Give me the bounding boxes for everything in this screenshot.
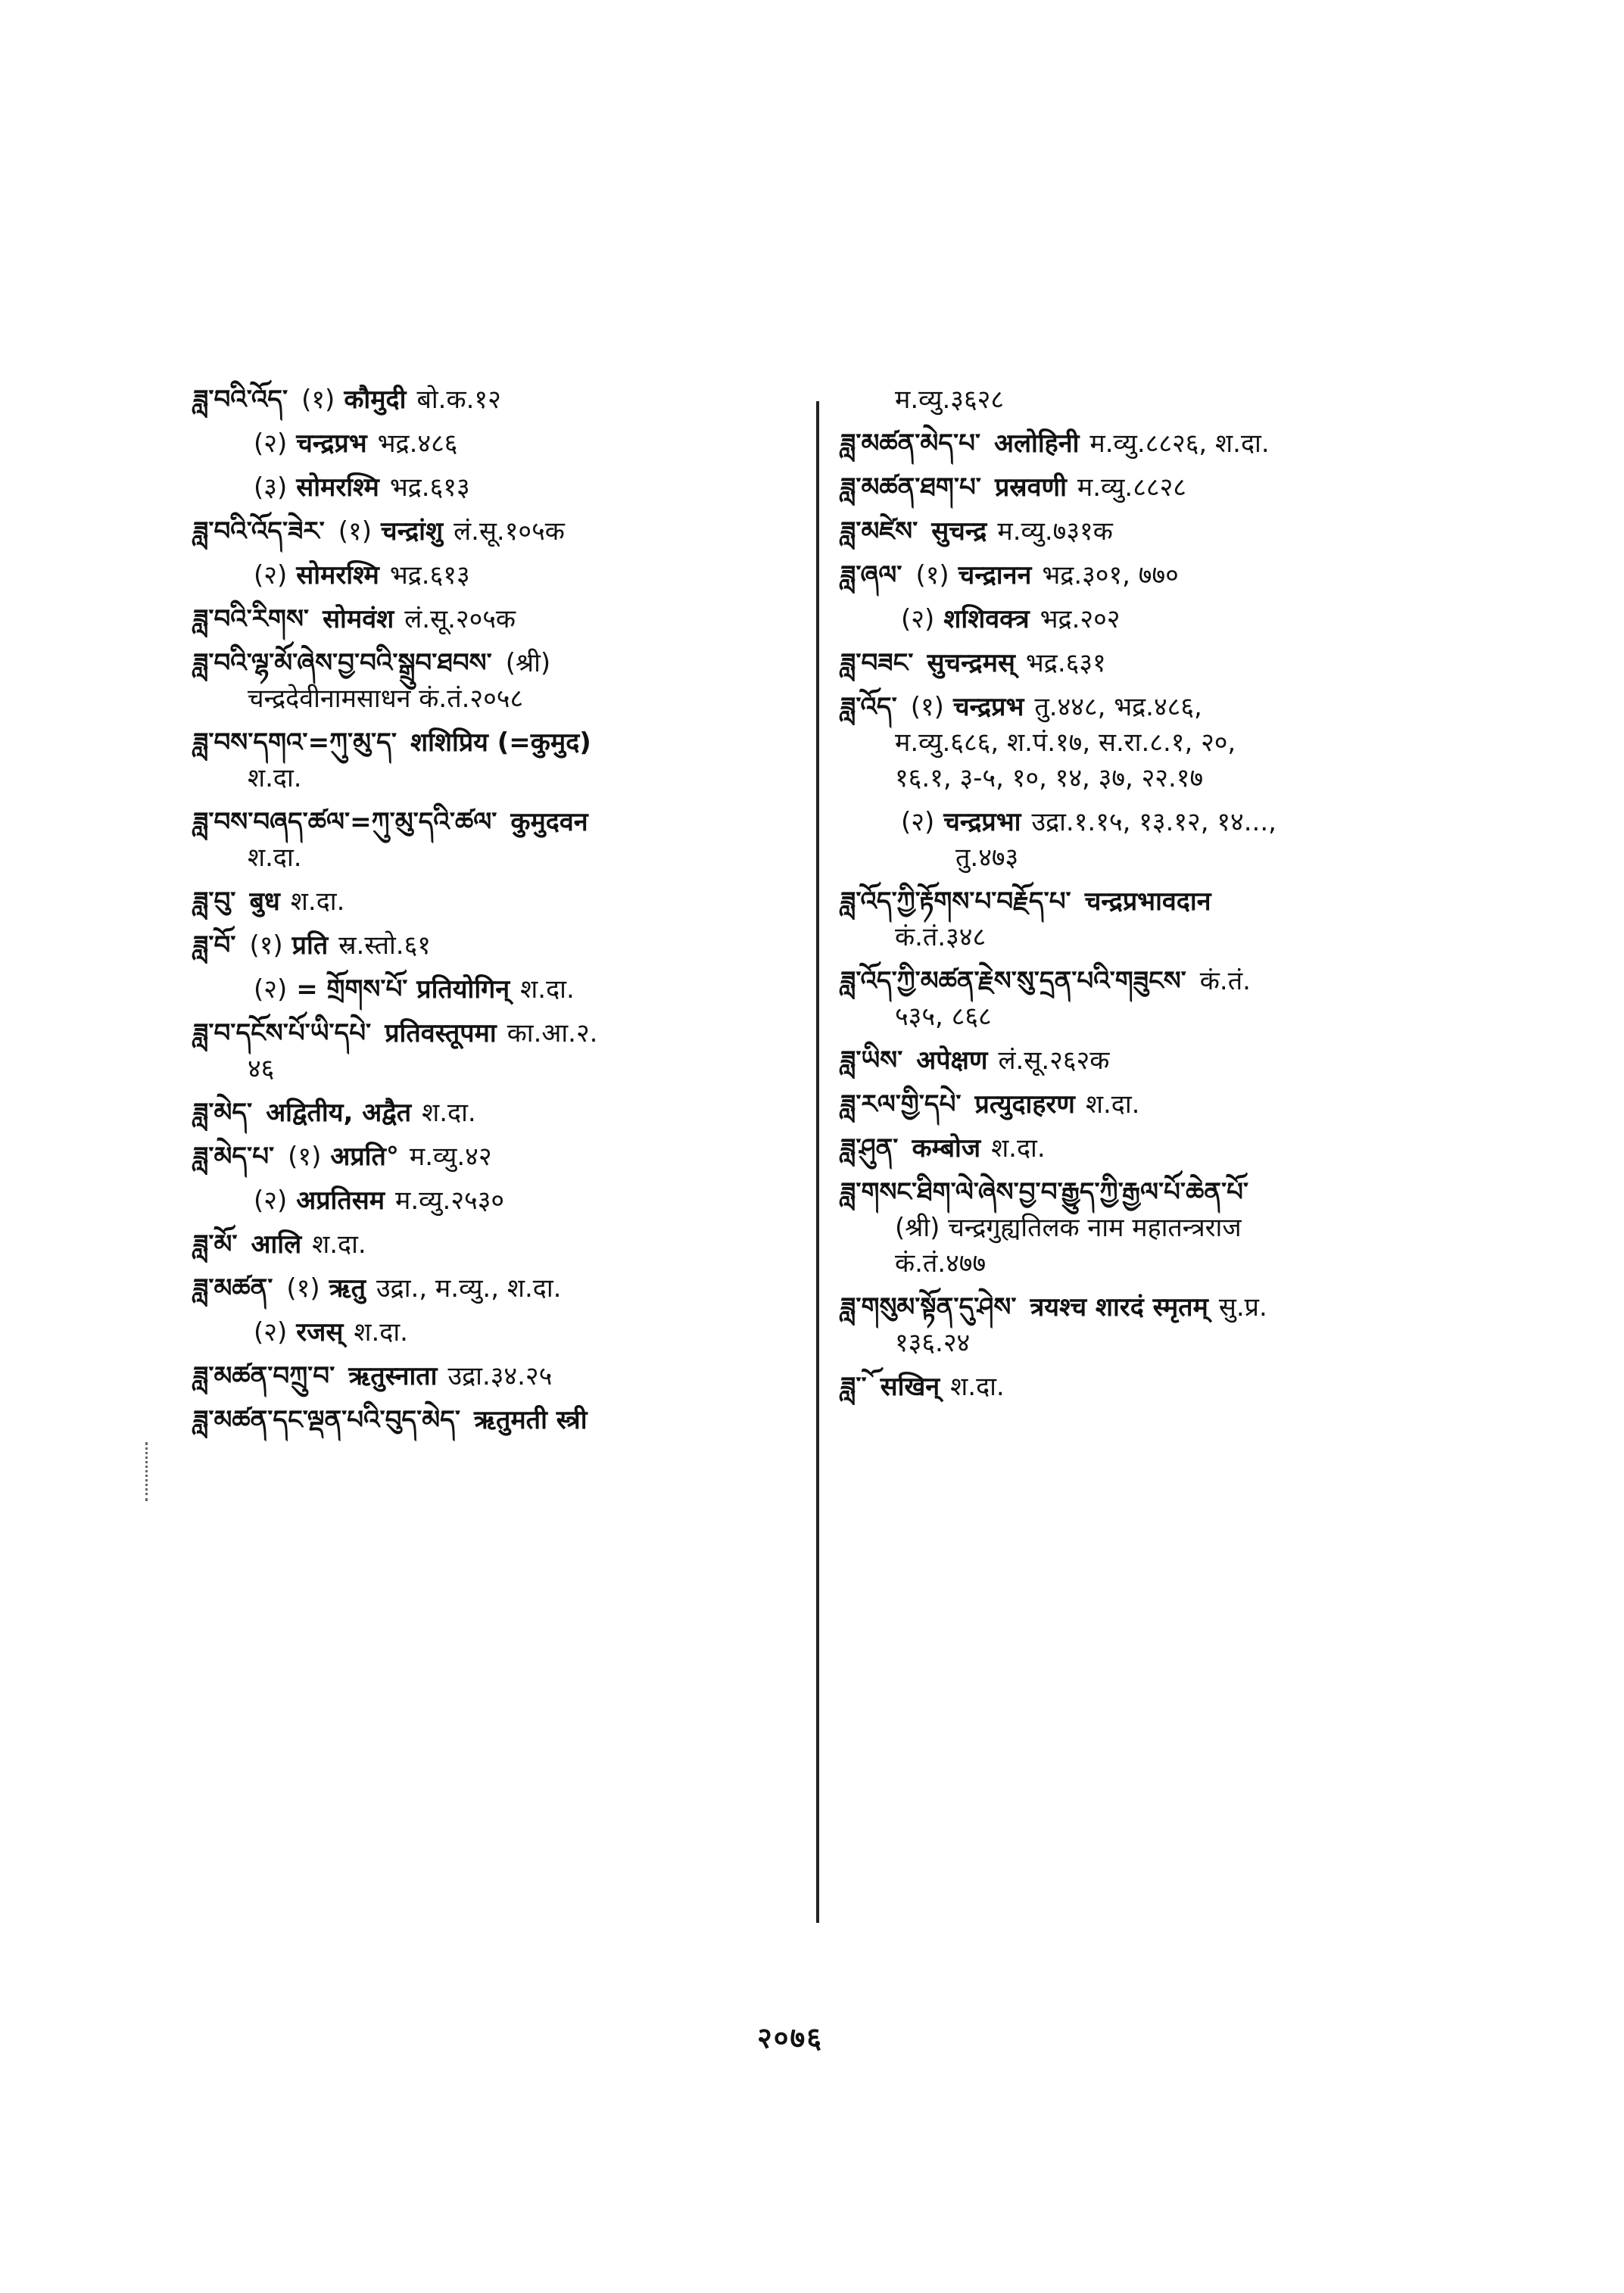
reference: भद्र.६१३ [389,560,470,590]
left-column [193,382,799,1447]
sense-number: (३) [254,472,288,503]
sanskrit-equivalent: ऋतु [329,1273,366,1304]
reference: लं.सू.१०५क [454,516,565,547]
reference: म.व्यु.८८२८ [1077,472,1186,503]
sense-number: (१) [249,930,283,961]
dictionary-entry [840,646,1461,681]
dictionary-entry [840,382,1461,418]
sanskrit-equivalent: सोमरश्मि [296,560,379,590]
continuation-line: १६.१, ३-५, १०, १४, ३७, २२.१७ [895,763,1204,793]
dictionary-entry [840,470,1461,506]
tibetan-headword: ཟླ་མོ་ [193,1229,238,1260]
sense-number: (२) [254,560,288,590]
tibetan-headword: ཟླ་མེད་པ་ [193,1142,275,1172]
continuation-line: ४६ [248,1054,275,1084]
continuation-line: ५३५, ८६८ [895,1002,992,1032]
tibetan-headword: ཟླ་གསང་ཐིག་ལེ་ཞེས་བྱ་བ་རྒྱུད་ཀྱི་རྒྱལ་པོ་ཆེན་པོ་ [840,1177,1249,1207]
tibetan-headword: ཟླ་འོད་ཀྱི་རྟོགས་པ་བརྗོད་པ་ [840,886,1071,917]
sanskrit-equivalent: चन्द्रप्रभ [296,428,367,459]
sanskrit-equivalent: शशिवक्त्र [943,604,1030,634]
sanskrit-equivalent: = གྲོགས་པོ་ प्रतियोगिन् [296,974,510,1005]
dictionary-entry [193,1095,799,1131]
dictionary-subentry [840,602,1461,637]
reference: म.व्यु.८८२६, श.दा. [1089,428,1270,459]
dictionary-entry [193,1139,799,1175]
reference: म.व्यु.७३१क [997,516,1113,547]
sense-number: (२) [901,807,935,837]
reference: श.दा. [991,1133,1046,1164]
dictionary-entry [193,514,799,550]
tibetan-headword: ཟླ་བའི་འོད་ཟེར་ [193,516,325,547]
sense-number: (१) [288,1142,322,1172]
tibetan-headword: ཟླ་རལ་གྱི་དཔེ་ [840,1089,962,1120]
sanskrit-equivalent: अलोहिनी [994,428,1080,459]
continuation-line: तु.४७३ [955,843,1019,873]
continuation-line: (श्री) चन्द्रगुह्यतिलक नाम महातन्त्रराज [895,1213,1242,1243]
reference: श.दा. [1085,1089,1140,1120]
sense-number: (१) [286,1273,320,1304]
right-column [840,382,1461,1413]
dictionary-entry [840,558,1461,594]
tibetan-headword: ཟླ་བུ་ [193,886,236,917]
tibetan-headword: ཟླ་མཚན་དང་ལྡན་པའི་བུད་མེད་ [193,1405,460,1435]
sanskrit-equivalent: प्रस्रवणी [994,472,1067,503]
sanskrit-equivalent: सखिन् [880,1372,940,1402]
tibetan-headword: ཟླ་ཡིས་ [840,1045,903,1076]
margin-mark [145,1442,150,1501]
tibetan-headword: ཟླ་མཚན་མེད་པ་ [840,428,981,459]
reference: सु.प्र. [1218,1292,1267,1323]
sanskrit-equivalent: कुमुदवन [510,807,588,837]
dictionary-entry [193,928,799,964]
reference: म.व्यु.४२ [409,1142,492,1172]
sanskrit-equivalent: ऋतुस्नाता [348,1361,438,1391]
dictionary-entry [840,1087,1461,1123]
reference: भद्र.२०२ [1040,604,1121,634]
tibetan-headword: ཟླ་མཚན་ [193,1273,273,1304]
reference: भद्र.६३१ [1025,648,1106,678]
sanskrit-equivalent: अप्रतिसम [296,1185,385,1216]
tibetan-headword: ཟླ་འོད་ [840,692,897,722]
reference: लं.सू.२६२क [998,1045,1110,1076]
continuation-line: कं.तं.४७७ [895,1248,987,1279]
reference: श.दा. [520,974,575,1005]
sense-number: (२) [254,974,288,1005]
tibetan-headword: ཟླ་གསུམ་སྟོན་དུ་ཤེས་ [840,1292,1017,1323]
sanskrit-equivalent: कौमुदी [344,385,407,415]
dictionary-entry [193,1359,799,1394]
reference: का.आ.२. [507,1018,598,1048]
dictionary-entry [193,1271,799,1307]
reference: उद्रा., म.व्यु., श.दा. [376,1273,562,1304]
tibetan-headword: ཟླ་བའི་ལྷ་མོ་ཞེས་བྱ་བའི་སྒྲུབ་ཐབས་ [193,648,492,678]
tibetan-headword: ཟླ་བས་བཞད་ཚལ་=ཀུ་མུ་དའི་ཚལ་ [193,807,497,837]
sanskrit-equivalent: आलि [251,1229,302,1260]
reference: लं.सू.२०५क [404,604,516,634]
dictionary-entry [193,1403,799,1438]
reference: म.व्यु.३६२८ [895,385,1005,415]
reference: उद्रा.१.१५, १३.१२, १४..., [1031,807,1276,837]
dictionary-entry [193,646,799,717]
column-divider [816,401,819,1923]
tibetan-headword: ཟླ་བ་དངོས་པོ་ཡི་དཔེ་ [193,1018,372,1048]
dictionary-entry [840,1175,1461,1282]
tibetan-headword: ཟླ་འོད་ཀྱི་མཚན་རྗེས་སུ་དྲན་པའི་གཟུངས་ [840,966,1186,996]
tibetan-headword: ཟླ་ོ་ [840,1372,867,1402]
sense-number: (१) [915,560,949,590]
sense-number: (१) [338,516,372,547]
dictionary-entry [840,884,1461,955]
sense-number: (१) [910,692,944,722]
sanskrit-equivalent: अद्वितीय, अद्वैत [266,1098,412,1128]
sanskrit-equivalent: सोमरश्मि [296,472,379,503]
tibetan-headword: ཟླ་ཤུན་ [840,1133,899,1164]
sanskrit-equivalent: शशिप्रिय (=कुमुद) [410,727,591,758]
reference: तु.४४८, भद्र.४८६, [1034,692,1202,722]
tibetan-headword: ཟླ་བཟང་ [840,648,914,678]
reference: श.दा. [290,886,345,917]
dictionary-entry [193,1227,799,1263]
reference: भद्र.४८६ [377,428,458,459]
dictionary-entry [840,1290,1461,1361]
sanskrit-equivalent: चन्द्रप्रभा [943,807,1021,837]
tibetan-headword: ཟླ་བས་དགའ་=ཀུ་མུ་ད་ [193,727,397,758]
dictionary-subentry [193,426,799,462]
tibetan-headword: ཟླ་བོ་ [193,930,236,961]
sanskrit-equivalent: सोमवंश [323,604,394,634]
tibetan-headword: ཟླ་མཛེས་ [840,516,918,547]
sanskrit-equivalent: चन्द्रांशु [381,516,444,547]
continuation-line: चन्द्रदेवीनामसाधन कं.तं.२०५८ [248,684,524,714]
sanskrit-equivalent: प्रत्युदाहरण [974,1089,1075,1120]
page-number: २०७६ [757,2021,824,2055]
sanskrit-equivalent: चन्द्रानन [958,560,1032,590]
dictionary-entry [193,602,799,637]
sanskrit-equivalent: अप्रति° [330,1142,399,1172]
dictionary-entry [193,1016,799,1087]
reference: भद्र.३०१, ७७० [1042,560,1179,590]
dictionary-subentry [193,972,799,1008]
dictionary-subentry [840,805,1461,876]
sanskrit-equivalent: सुचन्द्र [931,516,987,547]
sense-number: (२) [254,428,288,459]
dictionary-entry [840,426,1461,462]
sanskrit-equivalent: प्रति [291,930,329,961]
sense-number: (२) [254,1185,288,1216]
dictionary-entry [840,1131,1461,1167]
continuation-line: कं.तं.३४८ [895,922,987,952]
dictionary-entry [840,514,1461,550]
sanskrit-equivalent: सुचन्द्रमस् [927,648,1015,678]
sense-number: (श्री) [505,648,551,678]
reference: श.दा. [312,1229,366,1260]
continuation-line: १३६.२४ [895,1328,971,1358]
sanskrit-equivalent: त्रयश्च शारदं स्मृतम् [1030,1292,1208,1323]
reference: भद्र.६१३ [389,472,470,503]
sanskrit-equivalent: ऋतुमती स्त्री [473,1405,588,1435]
sanskrit-equivalent: बुध [249,886,280,917]
continuation-line: श.दा. [248,763,302,793]
dictionary-entry [840,964,1461,1035]
reference: बो.क.१२ [416,385,501,415]
dictionary-entry [193,805,799,876]
dictionary-subentry [193,1315,799,1351]
tibetan-headword: ཟླ་བའི་རིགས་ [193,604,310,634]
dictionary-entry [193,382,799,418]
reference: श.दा. [422,1098,476,1128]
reference: कं.तं. [1199,966,1251,996]
tibetan-headword: ཟླ་བའི་འོད་ [193,385,288,415]
reference: उद्रा.३४.२५ [447,1361,553,1391]
reference: म.व्यु.२५३० [395,1185,505,1216]
sanskrit-equivalent: रजस् [296,1317,344,1347]
reference: श.दा. [950,1372,1005,1402]
dictionary-entry [193,725,799,796]
dictionary-entry [193,884,799,920]
dictionary-subentry [193,1183,799,1219]
reference: श.दा. [354,1317,408,1347]
sanskrit-equivalent: चन्द्रप्रभावदान [1084,886,1211,917]
sanskrit-equivalent: प्रतिवस्तूपमा [385,1018,497,1048]
sanskrit-equivalent: कम्बोज [912,1133,981,1164]
sense-number: (२) [254,1317,288,1347]
sense-number: (१) [301,385,335,415]
tibetan-headword: ཟླ་མེད་ [193,1098,253,1128]
dictionary-entry [840,1043,1461,1079]
dictionary-entry [840,1369,1461,1405]
continuation-line: म.व्यु.६८६, श.पं.१७, स.रा.८.१, २०, [895,727,1236,758]
tibetan-headword: ཟླ་མཚན་ཐག་པ་ [840,472,981,503]
sanskrit-equivalent: चन्द्रप्रभ [952,692,1024,722]
sense-number: (२) [901,604,935,634]
sanskrit-equivalent: अपेक्षण [916,1045,988,1076]
dictionary-subentry [193,558,799,594]
tibetan-headword: ཟླ་ཞལ་ [840,560,902,590]
dictionary-entry [840,690,1461,796]
reference: स्र.स्तो.६१ [338,930,431,961]
continuation-line: श.दा. [248,843,302,873]
dictionary-subentry [193,470,799,506]
tibetan-headword: ཟླ་མཚན་བཀྲུ་བ་ [193,1361,335,1391]
